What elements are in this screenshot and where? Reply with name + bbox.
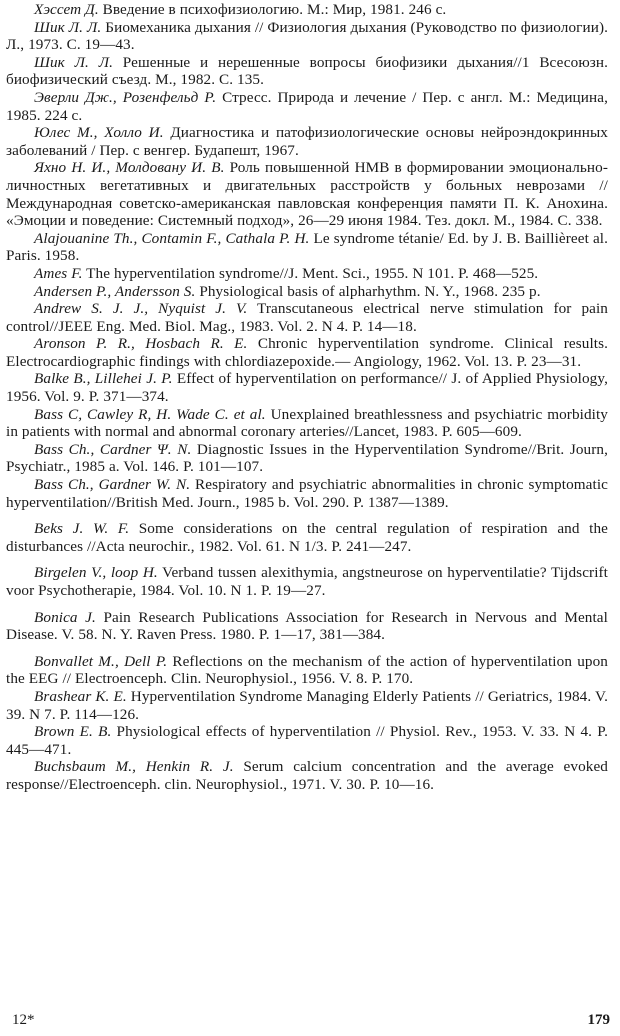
page-number: 179 (587, 1012, 610, 1028)
reference-author: Шик Л. Л. (34, 18, 102, 36)
reference-entry (6, 335, 608, 370)
reference-text: Роль повышенной НМВ в формировании эмоционально-личностных вегетативных и двигательных расстройств у больных неврозами // Международная советско-американская павловская конференция памяти П. К. Анохина. «Эмоции и поведение: Системный подход», 26—29 июня 1984. Тез. докл. М., 1984. С. 338. (6, 159, 609, 230)
reference-text: Стресс. Природа и лечение / Пер. с англ. М.: Медицина, 1985. 224 с. (6, 88, 608, 124)
reference-entry (6, 124, 608, 159)
page-footer (12, 1012, 610, 1029)
reference-text: The hyperventilation syndrome//J. Ment. Sci., 1955. N 101. P. 468—525. (86, 264, 539, 282)
reference-author: Шик Л. Л. (34, 53, 113, 71)
reference-text: Transcutaneous electrical nerve stimulation for pain control//JEEE Eng. Med. Biol. Mag., 1983. Vol. 2. N 4. P. 14—18. (6, 300, 608, 335)
reference-text: Pain Research Publications Association for Research in Nervous and Mental Disease. V. 58. N. Y. Raven Press. 1980. P. 1—17, 381—384. (6, 608, 608, 644)
reference-text: Verband tussen alexithymia, angstneurose on hyperventilatie? Tijdscrift voor Psychotherapie, 1984. Vol. 10. N 1. P. 19—27. (6, 564, 608, 599)
reference-text: Respiratory and psychiatric abnormalities in chronic symptomatic hyperventilation//British Med. Journ., 1985 b. Vol. 290. P. 1387—1389. (6, 476, 609, 511)
reference-entry (6, 688, 608, 723)
reference-text: Serum calcium concentration and the average evoked response//Electroenceph. clin. Neurophysiol., 1971. V. 30. P. 10—16. (6, 758, 608, 793)
reference-entry (6, 476, 608, 511)
printer-signature: 12* (12, 1012, 35, 1028)
reference-author: Bass C, Cawley R, H. Wade C. et al. (34, 405, 266, 423)
reference-entry (6, 609, 608, 644)
reference-author: Aronson P. R., Hosbach R. E. (34, 335, 248, 353)
reference-author: Balke B., Lillehei J. P. (34, 370, 173, 388)
reference-entry (6, 230, 608, 265)
reference-entry (6, 564, 608, 599)
reference-author: Andersen P., Andersson S. (34, 282, 196, 300)
reference-entry (6, 723, 608, 758)
reference-entry (6, 653, 608, 688)
reference-entry (6, 758, 608, 793)
reference-entry (6, 54, 608, 89)
reference-author: Brashear K. E. (34, 687, 127, 705)
reference-entry (6, 406, 608, 441)
reference-author: Andrew S. J. J., Nyquist J. V. (34, 300, 248, 318)
reference-author: Beks J. W. F. (34, 520, 130, 538)
reference-author: Хэссет Д. (34, 1, 99, 18)
reference-entry (6, 300, 608, 335)
reference-entry (6, 19, 608, 54)
reference-author: Эверли Дж., Розенфельд Р. (34, 88, 217, 106)
reference-text: Physiological basis of alpharhythm. N. Y., 1968. 235 p. (199, 282, 541, 300)
reference-text: Биомеханика дыхания // Физиология дыхания (Руководство по физиологии). Л., 1973. С. 19—43. (6, 18, 609, 54)
reference-text: Physiological effects of hyperventilation // Physiol. Rev., 1953. V. 33. N 4. P. 445—471. (6, 723, 608, 758)
reference-list (6, 1, 608, 794)
reference-author: Bass Ch., Cardner Ψ. N. (34, 440, 192, 458)
reference-author: Birgelen V., loop H. (34, 564, 158, 582)
reference-text: Chronic hyperventilation syndrome. Clinical results. Electrocardiographic findings with chlordiazepoxide.— Angiology, 1962. Vol. 13. P. 23—31. (6, 335, 608, 370)
reference-author: Buchsbaum M., Henkin R. J. (34, 758, 234, 776)
reference-entry (6, 89, 608, 124)
reference-text: Решенные и нерешенные вопросы биофизики дыхания//1 Всесоюзн. биофизический съезд. М., 1982. С. 135. (6, 53, 609, 89)
reference-author: Alajouanine Th., Contamin F., Cathala P. H. (34, 229, 310, 247)
reference-author: Bonica J. (34, 608, 96, 626)
reference-entry (6, 1, 608, 19)
reference-text: Le syndrome tétanie/ Ed. by J. B. Baillièreet al. Paris. 1958. (6, 229, 608, 265)
reference-author: Яхно Н. И., Молдовану И. В. (34, 159, 225, 177)
reference-author: Bonvallet M., Dell P. (34, 652, 168, 670)
reference-text: Hyperventilation Syndrome Managing Elderly Patients // Geriatrics, 1984. V. 39. N 7. P. 114—126. (6, 687, 609, 723)
reference-text: Reflections on the mechanism of the action of hyperventilation upon the EEG // Electroenceph. Clin. Neurophysiol., 1956. V. 8. P. 170. (6, 652, 608, 688)
reference-text: Effect of hyperventilation on performance// J. of Applied Physiology, 1956. Vol. 9. P. 371—374. (6, 370, 608, 406)
reference-entry (6, 283, 608, 301)
reference-author: Ames F. (34, 264, 83, 282)
reference-text: Diagnostic Issues in the Hyperventilation Syndrome//Brit. Journ, Psychiatr., 1985 a. Vol. 146. P. 101—107. (6, 440, 608, 476)
reference-entry (6, 265, 608, 283)
reference-entry (6, 441, 608, 476)
reference-entry (6, 159, 608, 229)
reference-text: Some considerations on the central regulation of respiration and the disturbances //Acta neurochir., 1982. Vol. 61. N 1/3. P. 241—247. (6, 520, 608, 555)
reference-author: Bass Ch., Gardner W. N. (34, 476, 191, 494)
reference-text: Диагностика и патофизиологические основы нейроэндокринных заболеваний / Пер. с венгер. Будапешт, 1967. (6, 124, 608, 159)
reference-author: Brown E. B. (34, 723, 112, 741)
reference-author: Юлес М., Холло И. (34, 124, 164, 142)
reference-entry (6, 370, 608, 405)
reference-text: Введение в психофизиологию. М.: Мир, 1981. 246 с. (102, 1, 447, 18)
reference-text: Unexplained breathlessness and psychiatric morbidity in patients with normal and abnormal coronary arteries//Lancet, 1983. P. 605—609. (6, 405, 608, 441)
reference-entry (6, 520, 608, 555)
